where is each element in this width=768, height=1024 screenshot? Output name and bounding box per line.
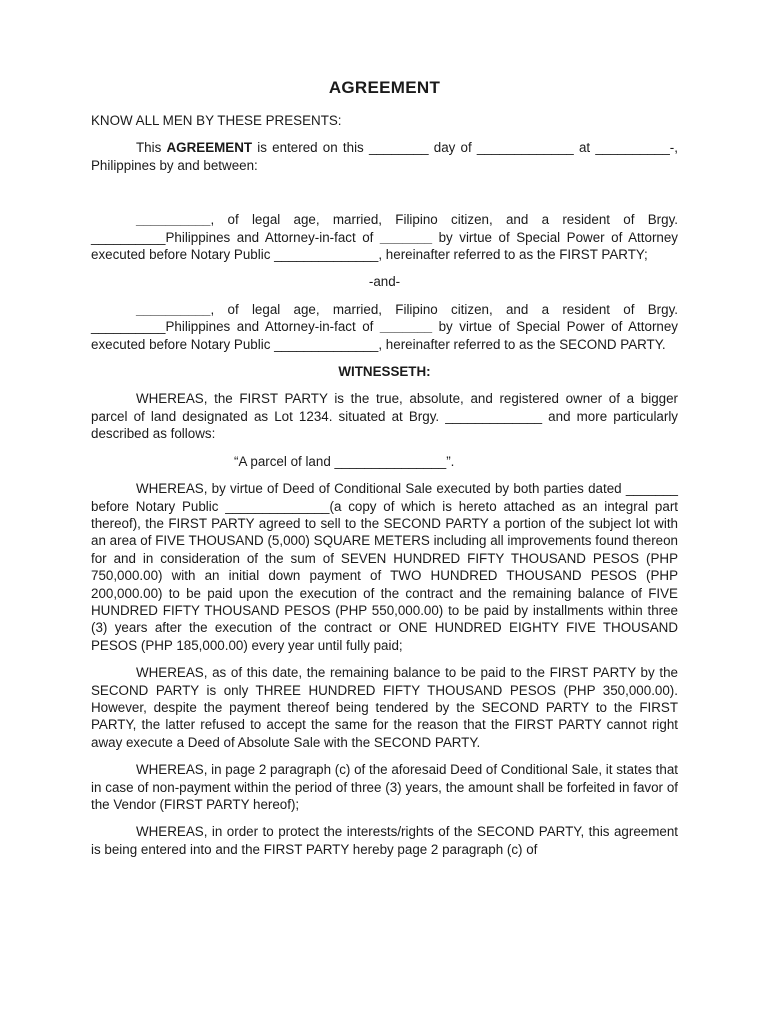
second-party-name-blank: __________ xyxy=(136,301,211,317)
intro-rest: is entered on this ________ day of _____________ at __________-, Philippines by and between: xyxy=(91,140,678,173)
second-party-principal-blank: _______ xyxy=(379,319,433,335)
whereas-clause-1: WHEREAS, the FIRST PARTY is the true, absolute, and registered owner of a bigger parcel of land designated as Lot 1234. situated at Brgy. _____________ and more particularly described as follows: xyxy=(91,391,678,442)
whereas-clause-5: WHEREAS, in order to protect the interests/rights of the SECOND PARTY, this agreement is being entered into and the FIRST PARTY hereby page 2 paragraph (c) of xyxy=(91,824,678,857)
opening-line: KNOW ALL MEN BY THESE PRESENTS: xyxy=(91,113,342,128)
intro-agreement-word: AGREEMENT xyxy=(166,140,253,156)
first-party-text-1: , of legal age, married, Filipino citizen, and a resident of Brgy. __________Philippines and Attorney-in-fact of xyxy=(91,212,678,245)
parcel-description-quote: “A parcel of land _______________”. xyxy=(234,453,455,469)
whereas-clause-2: WHEREAS, by virtue of Deed of Conditional Sale executed by both parties dated _______ before Notary Public ______________(a copy of which is hereto attached as an integral part thereof), the FIRST PARTY agreed to sell to the SECOND PARTY a portion of the subject lot with an area of FIVE THOUSAND (5,000) SQUARE METERS including all improvements found thereon for and in consideration of the sum of SEVEN HUNDRED FIFTY THOUSAND PESOS (PHP 750,000.00) with an initial down payment of TWO HUNDRED THOUSAND PESOS (PHP 200,000.00) to be paid upon the execution of the contract and the remaining balance of FIVE HUNDRED FIFTY THOUSAND PESOS (PHP 550,000.00) to be paid by installments within three (3) years after the execution of the contract or ONE HUNDRED EIGHTY FIVE THOUSAND PESOS (PHP 185,000.00) every year until fully paid; xyxy=(91,481,678,653)
second-party-text-1: , of legal age, married, Filipino citizen, and a resident of Brgy. __________Philippines and Attorney-in-fact of xyxy=(91,301,678,335)
second-party-text-2: by virtue of Special Power of Attorney executed before Notary Public ______________, hereinafter referred to as the SECOND PARTY. xyxy=(91,319,678,352)
first-party-text-2: by virtue of Special Power of Attorney executed before Notary Public ______________, hereinafter referred to as the FIRST PARTY; xyxy=(91,229,678,263)
whereas-clause-3: WHEREAS, as of this date, the remaining balance to be paid to the FIRST PARTY by the SECOND PARTY is only THREE HUNDRED FIFTY THOUSAND PESOS (PHP 350,000.00). However, despite the payment thereof being tendered by the SECOND PARTY to the FIRST PARTY, the latter refused to accept the same for the reason that the FIRST PARTY cannot right away execute a Deed of Absolute Sale with the SECOND PARTY. xyxy=(91,665,678,750)
first-party-principal-blank: _______ xyxy=(379,229,433,245)
first-party-paragraph xyxy=(91,211,678,263)
whereas-clause-4: WHEREAS, in page 2 paragraph (c) of the aforesaid Deed of Conditional Sale, it states that in case of non-payment within the period of three (3) years, the amount shall be forfeited in favor of the Vendor (FIRST PARTY hereof); xyxy=(91,762,678,812)
document-title: AGREEMENT xyxy=(328,78,441,97)
intro-paragraph xyxy=(91,139,678,174)
witnesseth-heading: WITNESSETH: xyxy=(338,364,431,380)
and-separator: -and- xyxy=(368,274,401,290)
intro-lead: This xyxy=(136,140,167,156)
second-party-paragraph xyxy=(91,301,678,353)
first-party-name-blank: __________ xyxy=(136,212,211,228)
